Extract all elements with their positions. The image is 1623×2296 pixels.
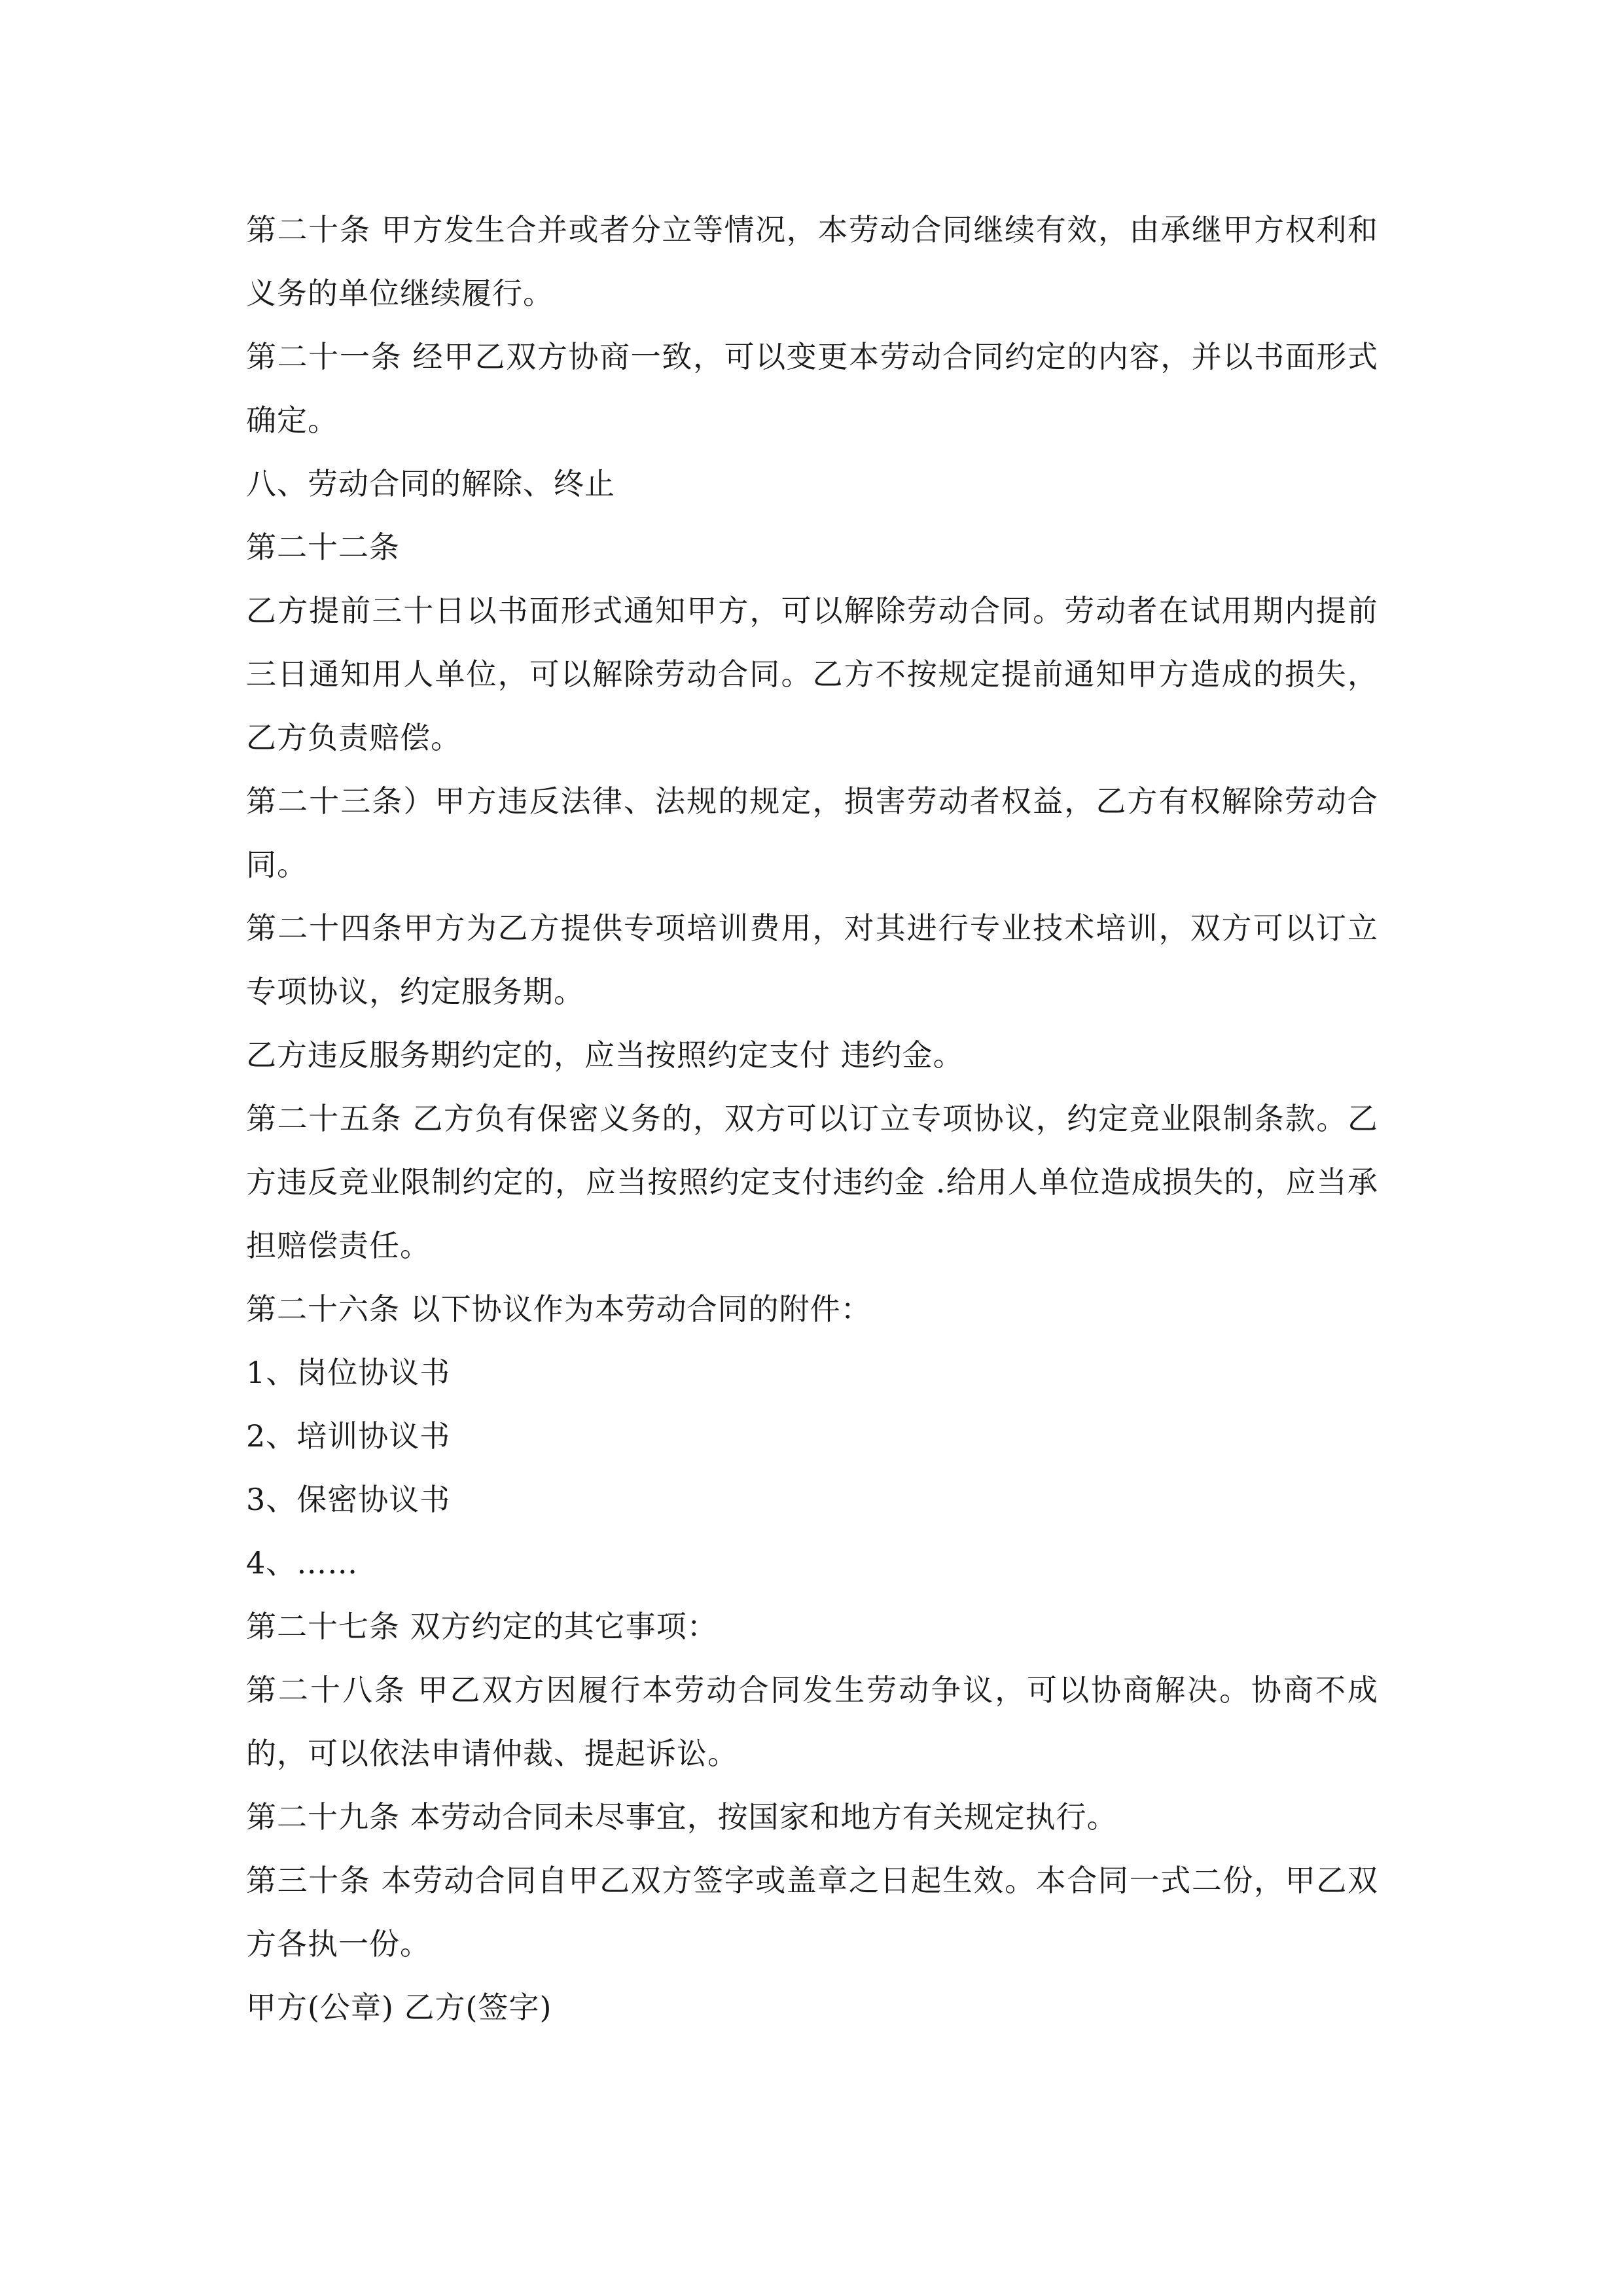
article-24-penalty: 乙方违反服务期约定的，应当按照约定支付 违约金。: [246, 1037, 964, 1073]
signature-line: 甲方(公章) 乙方(签字): [246, 1990, 552, 2025]
article-25: 第二十五条 乙方负有保密义务的，双方可以订立专项协议，约定竞业限制条款。乙方违反竞业限制约定的，应当按照约定支付违约金 .给用人单位造成损失的，应当承担赔偿责任。: [246, 1101, 1378, 1263]
section-heading-termination: 八、劳动合同的解除、终止: [246, 466, 615, 501]
article-26: 第二十六条 以下协议作为本劳动合同的附件：: [246, 1291, 872, 1327]
document-body: [246, 198, 1378, 2039]
article-27: 第二十七条 双方约定的其它事项：: [246, 1609, 718, 1644]
article-22-body: 乙方提前三十日以书面形式通知甲方，可以解除劳动合同。劳动者在试用期内提前三日通知用人单位，可以解除劳动合同。乙方不按规定提前通知甲方造成的损失，乙方负责赔偿。: [246, 593, 1378, 755]
attachment-item-3: 3、保密协议书: [246, 1482, 451, 1517]
article-22-title: 第二十二条: [246, 529, 400, 565]
attachment-item-2: 2、培训协议书: [246, 1418, 451, 1454]
article-28: 第二十八条 甲乙双方因履行本劳动合同发生劳动争议，可以协商解决。协商不成的，可以依法申请仲裁、提起诉讼。: [246, 1672, 1378, 1771]
article-23: 第二十三条）甲方违反法律、法规的规定，损害劳动者权益，乙方有权解除劳动合同。: [246, 783, 1378, 882]
article-24: 第二十四条甲方为乙方提供专项培训费用，对其进行专业技术培训，双方可以订立专项协议，约定服务期。: [246, 910, 1378, 1009]
article-29: 第二十九条 本劳动合同未尽事宜，按国家和地方有关规定执行。: [246, 1799, 1118, 1835]
attachment-item-4: 4、……: [246, 1545, 359, 1581]
article-21: 第二十一条 经甲乙双方协商一致，可以变更本劳动合同约定的内容，并以书面形式确定。: [246, 339, 1378, 438]
attachment-item-1: 1、岗位协议书: [246, 1355, 451, 1390]
article-20: 第二十条 甲方发生合并或者分立等情况，本劳动合同继续有效，由承继甲方权利和义务的单位继续履行。: [246, 212, 1378, 311]
article-30: 第三十条 本劳动合同自甲乙双方签字或盖章之日起生效。本合同一式二份，甲乙双方各执一份。: [246, 1863, 1378, 1962]
